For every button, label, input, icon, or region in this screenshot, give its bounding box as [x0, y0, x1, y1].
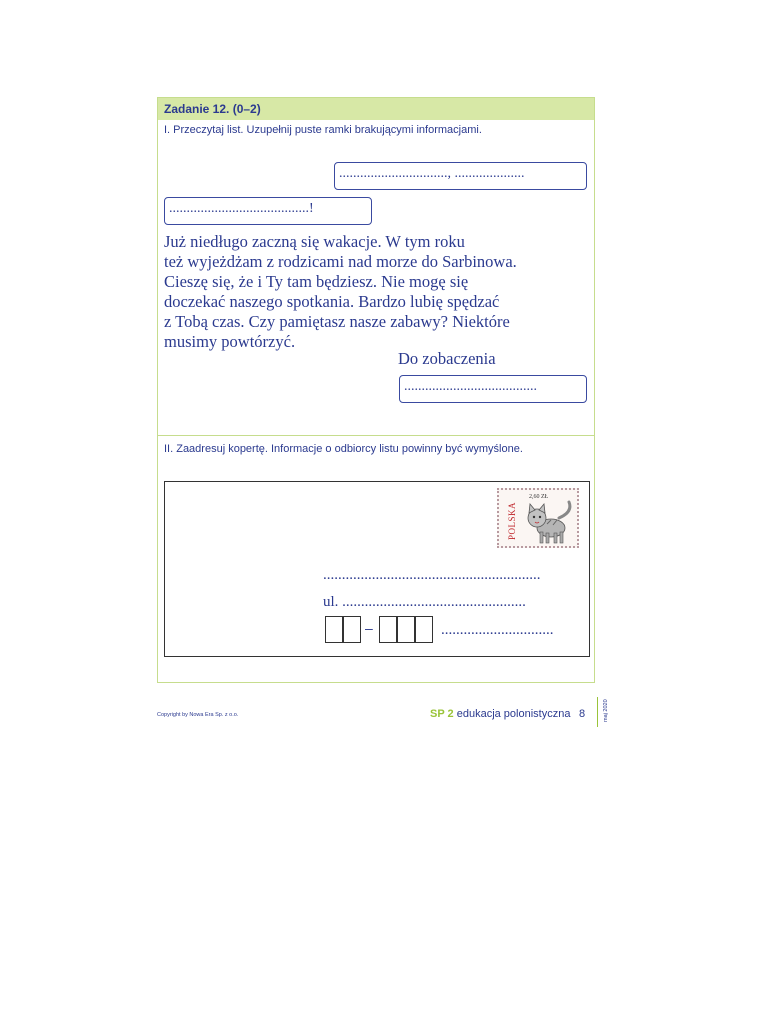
stamp-country: POLSKA	[507, 501, 518, 541]
letter-line: z Tobą czas. Czy pamiętasz nasze zabawy? Niektóre	[164, 312, 510, 331]
task-header: Zadanie 12. (0–2)	[158, 98, 594, 120]
postcode-digit-box[interactable]	[343, 616, 361, 643]
postcode-digit-box[interactable]	[325, 616, 343, 643]
copyright-notice: Copyright by Nowa Era Sp. z o.o.	[157, 712, 239, 718]
letter-line: też wyjeżdżam z rodzicami nad morze do Sarbinowa.	[164, 252, 517, 271]
letter-line: Cieszę się, że i Ty tam będziesz. Nie mogę się	[164, 272, 469, 291]
recipient-street-line[interactable]: ul. .................................................	[323, 594, 526, 610]
greeting-answer-box[interactable]: ........................................!	[164, 197, 372, 225]
postage-stamp	[497, 488, 579, 548]
footer-divider	[597, 697, 598, 727]
postcode-dash: –	[365, 620, 373, 636]
recipient-name-line[interactable]: ..........................................................	[323, 567, 541, 583]
envelope	[164, 481, 590, 657]
letter-body	[164, 232, 584, 352]
page-number: 8	[579, 708, 586, 720]
letter-line: Już niedługo zaczną się wakacje. W tym roku	[164, 232, 465, 251]
signature-answer-box[interactable]: ......................................	[399, 375, 587, 403]
letter-line: doczekać naszego spotkania. Bardzo lubię spędzać	[164, 292, 500, 311]
footer-title	[430, 708, 570, 720]
part1-instruction: I. Przeczytaj list. Uzupełnij puste ramki brakującymi informacjami.	[164, 124, 482, 136]
part2-instruction: II. Zaadresuj kopertę. Informacje o odbiorcy listu powinny być wymyślone.	[164, 443, 523, 455]
letter-line: musimy powtórzyć.	[164, 332, 296, 351]
footer-series: SP 2	[430, 708, 454, 720]
postcode-digit-box[interactable]	[379, 616, 397, 643]
footer-date: maj 2020	[603, 699, 609, 722]
stamp-value: 2,60 ZŁ	[529, 494, 549, 500]
postcode-digit-box[interactable]	[397, 616, 415, 643]
recipient-city-line[interactable]: ..............................	[441, 622, 554, 638]
footer-subject: edukacja polonistyczna	[456, 708, 571, 720]
task-12-frame	[157, 97, 595, 683]
place-date-answer-box[interactable]: ..............................., ....................	[334, 162, 587, 190]
section-divider	[158, 435, 594, 436]
postcode-digit-box[interactable]	[415, 616, 433, 643]
cat-icon	[521, 498, 577, 548]
letter-closing: Do zobaczenia	[398, 349, 496, 368]
